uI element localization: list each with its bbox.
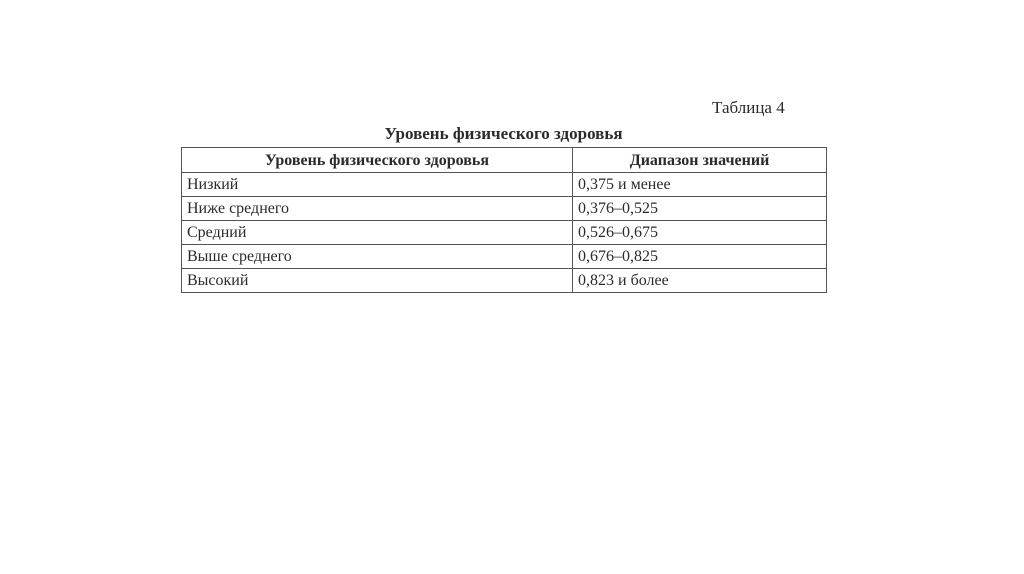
cell-range: 0,526–0,675 — [573, 221, 827, 245]
cell-level: Выше среднего — [182, 245, 573, 269]
cell-level: Низкий — [182, 173, 573, 197]
table-row — [182, 245, 827, 269]
header-level: Уровень физического здоровья — [182, 148, 573, 173]
cell-level: Ниже среднего — [182, 197, 573, 221]
cell-range: 0,375 и менее — [573, 173, 827, 197]
table-header-row — [182, 148, 827, 173]
cell-level: Высокий — [182, 269, 573, 293]
table-caption: Уровень физического здоровья — [384, 124, 623, 143]
cell-range: 0,376–0,525 — [573, 197, 827, 221]
cell-range: 0,676–0,825 — [573, 245, 827, 269]
table-row — [182, 173, 827, 197]
table-number: Таблица 4 — [712, 98, 785, 117]
health-level-table — [181, 147, 827, 293]
cell-level: Средний — [182, 221, 573, 245]
cell-range: 0,823 и более — [573, 269, 827, 293]
table-row — [182, 221, 827, 245]
table-row — [182, 269, 827, 293]
table-row — [182, 197, 827, 221]
header-range: Диапазон значений — [573, 148, 827, 173]
